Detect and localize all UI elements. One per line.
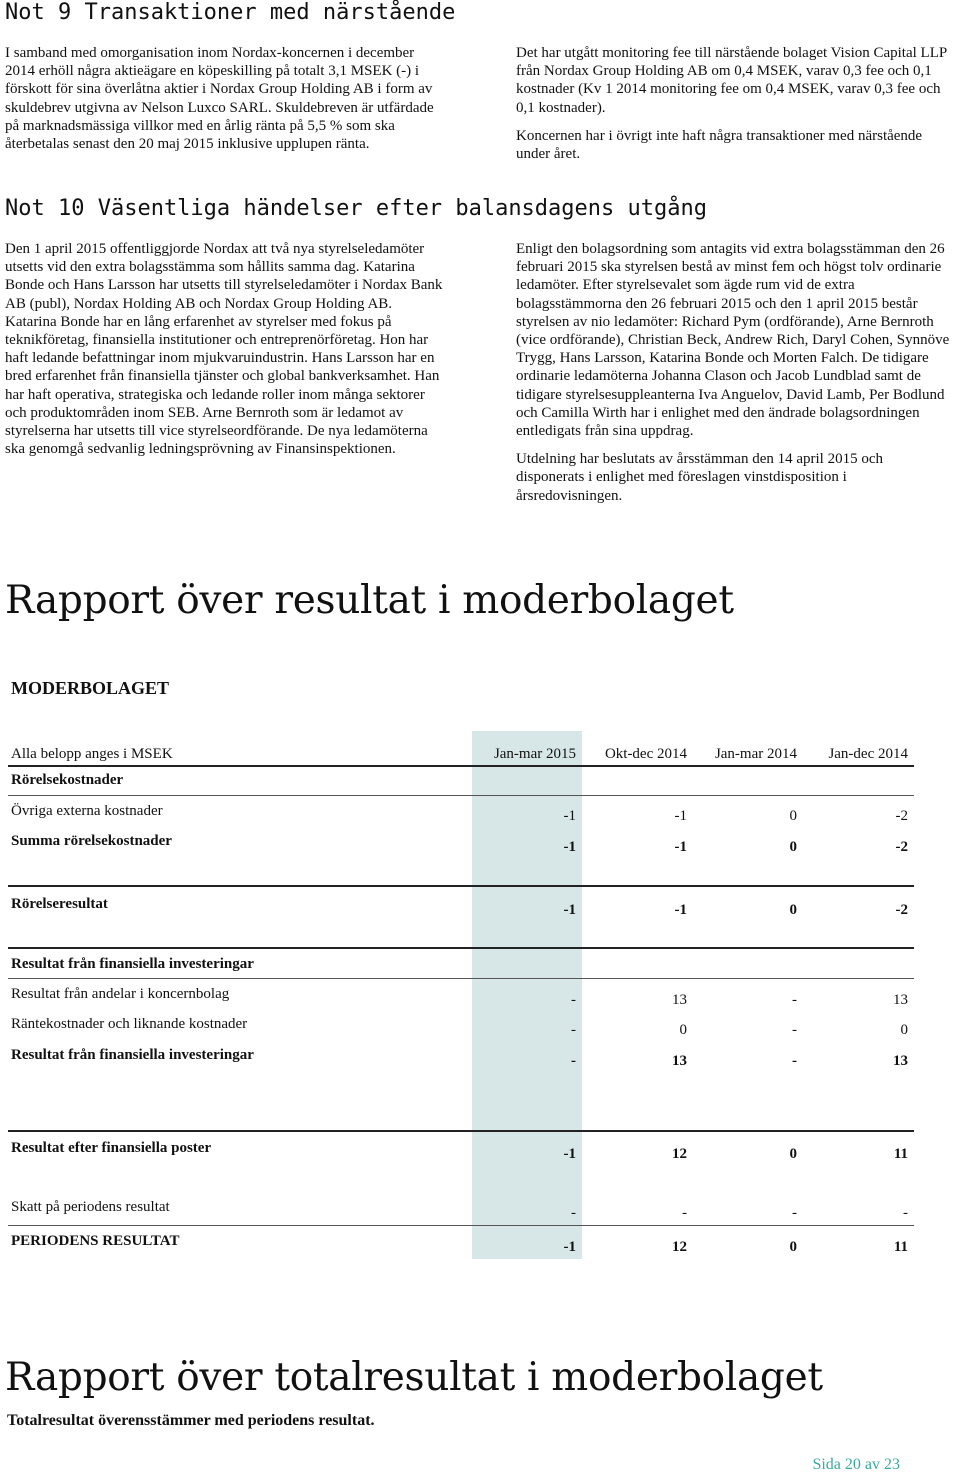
- cell: 11: [893, 1239, 908, 1255]
- cell: 0: [789, 1239, 797, 1255]
- total-report-text: Totalresultat överensstämmer med periodens resultat.: [7, 1412, 375, 1429]
- section-rule: [8, 1130, 914, 1132]
- report-heading: Rapport över resultat i moderbolaget: [5, 578, 734, 623]
- note-10-right-paragraph-1: Enligt den bolagsordning som antagits vid extra bolagsstämman den 26 februari 2015 ska styrelsen bestå av minst fem och högst tolv ordinarie ledamöter. Efter styrelsevalet som ägde rum vid de extra bolagsstämmorna den 26 februari 2015 och den 1 april 2015 består styrelsen av nio ledamöter: Richard Pym (ordförande), Arne Bernroth (vice ordförande), Christian Beck, Andrew Rich, Daryl Cohen, Synnöve Trygg, Hans Larsson, Katarina Bonde och Morten Falch. De tidigare ordinarie ledamöterna Johanna Clason och Jacob Lundblad samt de tidigare styrelsesuppleanterna Iva Anguelov, David Lamb, Per Bodlund och Camilla Wirth har i enlighet med den ändrade bolagsordningen entledigats från sina uppdrag.: [516, 241, 950, 440]
- column-header-2: Okt-dec 2014: [604, 746, 687, 762]
- cell: 0: [900, 1022, 908, 1038]
- row-label: Rörelseresultat: [11, 896, 108, 912]
- row-label: Räntekostnader och liknande kostnader: [11, 1016, 248, 1032]
- row-label: Rörelsekostnader: [11, 772, 124, 788]
- section-rule: [8, 795, 914, 796]
- cell: -: [571, 1022, 576, 1038]
- note-10-heading: Not 10 Väsentliga händelser efter balansdagens utgång: [5, 196, 707, 221]
- row-label: PERIODENS RESULTAT: [11, 1233, 180, 1249]
- cell: -: [571, 1205, 576, 1221]
- cell: -1: [563, 808, 576, 824]
- cell: -2: [895, 808, 908, 824]
- cell: -2: [895, 902, 908, 918]
- header-rule: [8, 765, 914, 767]
- row-label: Summa rörelsekostnader: [11, 833, 172, 849]
- note-9-right-column: [516, 44, 948, 173]
- cell: -1: [674, 808, 687, 824]
- cell: 11: [893, 1146, 908, 1162]
- cell: 13: [893, 1053, 908, 1069]
- note-9-right-paragraph-1: Det har utgått monitoring fee till närstående bolaget Vision Capital LLP från Nordax Group Holding AB om 0,4 MSEK, varav 0,3 fee och 0,1 kostnader (Kv 1 2014 monitoring fee om 0,4 MSEK, varav 0,3 fee och 0,1 kostnader).: [516, 45, 947, 116]
- note-10-right-paragraph-2: Utdelning har beslutats av årsstämman den 14 april 2015 och disponerats i enlighet med föreslagen vinstdisposition i årsredovisningen.: [516, 451, 883, 504]
- cell: -: [792, 1205, 797, 1221]
- cell: -1: [674, 839, 687, 855]
- section-rule: [8, 947, 914, 949]
- row-label: Resultat från finansiella investeringar: [11, 956, 254, 972]
- cell: -1: [563, 839, 576, 855]
- cell: -1: [674, 902, 687, 918]
- section-rule: [8, 1225, 914, 1226]
- row-label: Resultat efter finansiella poster: [11, 1140, 212, 1156]
- cell: 0: [789, 839, 797, 855]
- company-label: MODERBOLAGET: [11, 678, 170, 698]
- cell: 12: [672, 1239, 687, 1255]
- cell: 0: [679, 1022, 687, 1038]
- cell: 13: [672, 1053, 687, 1069]
- note-9-right-paragraph-2: Koncernen har i övrigt inte haft några transaktioner med närstående under året.: [516, 127, 923, 163]
- total-report-heading: Rapport över totalresultat i moderbolaget: [5, 1355, 823, 1400]
- cell: -: [792, 992, 797, 1008]
- cell: -: [792, 1022, 797, 1038]
- row-label: Skatt på periodens resultat: [11, 1199, 170, 1215]
- column-header-4: Jan-dec 2014: [828, 746, 908, 762]
- row-label: Resultat från finansiella investeringar: [11, 1047, 254, 1063]
- cell: 0: [789, 808, 797, 824]
- row-label: Övriga externa kostnader: [11, 803, 163, 819]
- note-9-left-column: [5, 44, 445, 163]
- cell: 13: [893, 992, 908, 1008]
- column-header-3: Jan-mar 2014: [714, 746, 797, 762]
- cell: -: [903, 1205, 908, 1221]
- cell: -: [792, 1053, 797, 1069]
- cell: -: [571, 1053, 576, 1069]
- column-header-1: Jan-mar 2015: [493, 746, 576, 762]
- cell: -2: [895, 839, 908, 855]
- cell: 12: [672, 1146, 687, 1162]
- cell: -1: [563, 1239, 576, 1255]
- cell: 0: [789, 1146, 797, 1162]
- note-9-left-text: I samband med omorganisation inom Nordax-koncernen i december 2014 erhöll några aktieägare en köpeskilling på totalt 3,1 MSEK (-) i förskott för sina överlåtna aktier i Nordax Group Holding AB i form av skuldebrev utgivna av Nelson Luxco SARL. Skuldebreven är utfärdade på marknadsmässiga villkor med en årlig ränta på 5,5 % som ska återbetalas senast den 20 maj 2015 inklusive upplupen ränta.: [5, 45, 434, 153]
- cell: -: [571, 992, 576, 1008]
- cell: 13: [672, 992, 687, 1008]
- cell: 0: [789, 902, 797, 918]
- cell: -1: [563, 902, 576, 918]
- cell: -1: [563, 1146, 576, 1162]
- row-label: Resultat från andelar i koncernbolag: [11, 986, 230, 1002]
- unit-label: Alla belopp anges i MSEK: [11, 746, 173, 762]
- section-rule: [8, 978, 914, 979]
- section-rule: [8, 885, 914, 887]
- page-number: Sida 20 av 23: [812, 1456, 900, 1473]
- cell: -: [682, 1205, 687, 1221]
- note-10-right-column: [516, 240, 952, 515]
- note-10-left-column: [5, 240, 445, 468]
- note-9-heading: Not 9 Transaktioner med närstående: [5, 0, 456, 25]
- note-10-left-text: Den 1 april 2015 offentliggjorde Nordax att två nya styrelseledamöter utsetts vid den extra bolagsstämma som hållits samma dag. Katarina Bonde och Hans Larsson har utsetts till styrelseledamöter i Nordax Bank AB (publ), Nordax Holding AB och Nordax Group Holding AB. Katarina Bonde har en lång erfarenhet av styrelser med fokus på teknikföretag, finansiella institutioner och entreprenörföretag. Hon har haft ledande befattningar inom mjukvaruindustrin. Hans Larsson har en bred erfarenhet från finansiella tjänster och global bankverksamhet. Han har haft operativa, strategiska och ledande roller inom många sektorer och produktområden inom SEB. Arne Bernroth som är ledamot av styrelserna har utsetts till vice styrelseordförande. De nya ledamöterna ska genomgå sedvanlig ledningsprövning av Finansinspektionen.: [5, 241, 443, 458]
